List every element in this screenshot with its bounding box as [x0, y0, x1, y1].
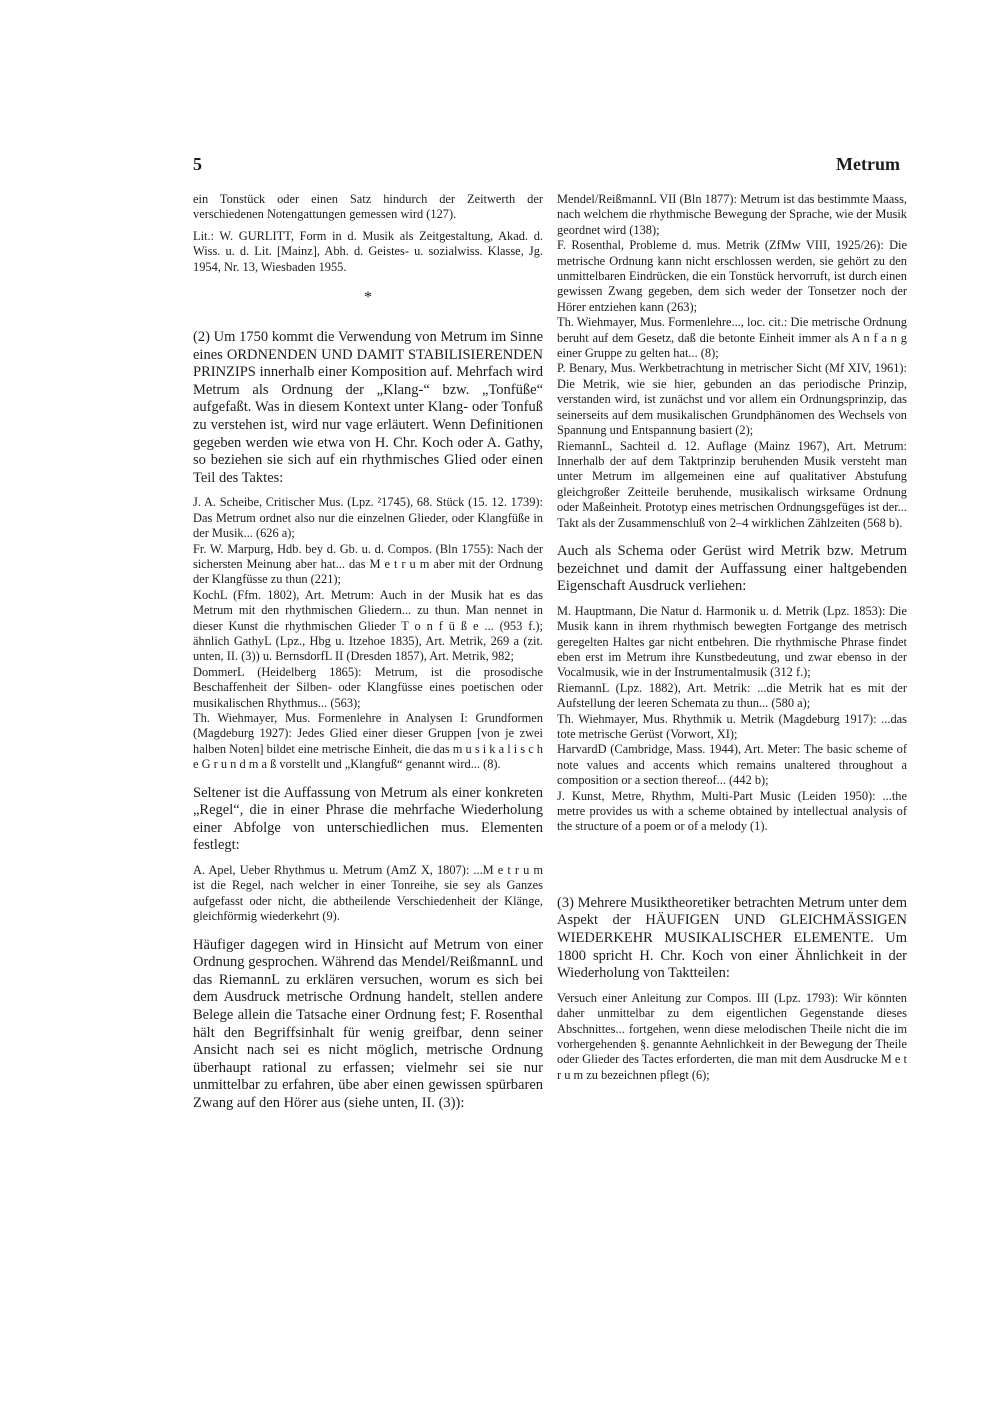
column-gap: [557, 835, 907, 883]
right-citation: Mendel/ReißmannL VII (Bln 1877): Metrum ist das bestimmte Maass, nach welchem die rhythmische Bewegung der Sprache, wie der Musik geordnet wird (138);: [557, 192, 907, 237]
right-citation: Th. Wiehmayer, Mus. Formenlehre..., loc. cit.: Die metrische Ordnung beruht auf dem Gesetz, daß die betonte Einheit immer als A n f a n g einer Gruppe zu gelten hat... (8);: [557, 315, 907, 361]
right-column: [557, 192, 907, 1083]
right-citation: P. Benary, Mus. Werkbetrachtung in metrischer Sicht (Mf XIV, 1961): Die Metrik, wie sie hier, gebunden an das periodische Prinzip, verstanden wird, ist zunächst und vor allem ein Ordnungsprinzip, das seinerseits auf dem musikalischen Grundphänomen des Wechsels von Spannung und Entspannung basiert (2);: [557, 361, 907, 438]
left-citation: Fr. W. Marpurg, Hdb. bey d. Gb. u. d. Compos. (Bln 1755): Nach der sichersten Meinung aber hat... das M e t r u m aber mit der Ordnung der Klangfüsse zu thun (221);: [193, 541, 543, 587]
left-literature-note: Lit.: W. GURLITT, Form in d. Musik als Zeitgestaltung, Akad. d. Wiss. u. d. Lit. [Mainz], Abh. d. Geistes- u. sozialwiss. Klasse, Jg. 1954, Nr. 13, Wiesbaden 1955.: [193, 228, 543, 274]
left-citation: A. Apel, Ueber Rhythmus u. Metrum (AmZ X, 1807): ...M e t r u m ist die Regel, nach welcher in einer Tonreihe, sie sey als Ganzes aufgefasst oder nicht, die abtheilende Verschiedenheit der Klänge, gleichförmig wiederkehrt (9).: [193, 863, 543, 924]
right-citation: J. Kunst, Metre, Rhythm, Multi-Part Music (Leiden 1950): ...the metre provides us with a scheme obtained by intellectual analysis of the structure of a poem or of a melody (1).: [557, 788, 907, 834]
page-number: 5: [193, 154, 202, 174]
right-citation: RiemannL, Sachteil d. 12. Auflage (Mainz 1967), Art. Metrum: Innerhalb der auf dem Taktprinzip beruhenden Musik versteht man unter Metrum im allgemeinen eine auf qualitativer Abstufung gleichgroßer Zeitteile beruhende, musikalisch wirksame Ordnung oder Maßeinheit. Prototyp eines metrischen Ordnungsgefüges ist der... Takt als der Zusammenschluß von 2–4 wirklichen Zählzeiten (568 b).: [557, 438, 907, 530]
left-body-paragraph: (2) Um 1750 kommt die Verwendung von Metrum im Sinne eines ORDNENDEN UND DAMIT STABILISIERENDEN PRINZIPS innerhalb einer Komposition auf. Mehrfach wird Metrum als Ordnung der „Klang-“ bzw. „Tonfüße“ aufgefaßt. Was in diesem Kontext unter Klang- oder Tonfuß zu verstehen ist, wird nur vage erläutert. Wenn Definitionen gegeben werden wie etwa von H. Chr. Koch oder A. Gathy, so beziehen sie sich auf ein rhythmisches Glied oder einen Teil des Taktes:: [193, 329, 543, 486]
section-separator: *: [364, 289, 372, 307]
right-citation: RiemannL (Lpz. 1882), Art. Metrik: ...die Metrik hat es mit der Aufstellung der leeren Schemata zu thun... (580 a);: [557, 680, 907, 711]
left-body-paragraph: Häufiger dagegen wird in Hinsicht auf Metrum von einer Ordnung gesprochen. Während das Mendel/ReißmannL und das RiemannL zu erklären versuchen, worum es sich bei dem Ausdruck metrische Ordnung handelt, stellen andere Belege allein die Tatsache einer Ordnung fest; F. Rosenthal hält den Begriffsinhalt für wenig greifbar, denn seiner Ansicht nach sei es nicht möglich, metrische Ordnung überhaupt rational zu erfassen; vielmehr sei sie nur unmittelbar zu erfahren, übe aber einen gewissen spürbaren Zwang auf den Hörer aus (siehe unten, II. (3)):: [193, 936, 543, 1112]
running-head: Metrum: [836, 154, 900, 174]
left-citation: DommerL (Heidelberg 1865): Metrum, ist die prosodische Beschaffenheit der Silben- oder Klangfüsse eines poetischen oder musikalischen Rhythmus... (563);: [193, 664, 543, 710]
right-citation: HarvardD (Cambridge, Mass. 1944), Art. Meter: The basic scheme of note values and accents which remains unaltered throughout a composition or a section thereof... (442 b);: [557, 742, 907, 788]
left-column: [193, 192, 543, 1121]
left-body-paragraph: Seltener ist die Auffassung von Metrum als einer konkreten „Regel“, die in einer Phrase die mehrfache Wiederholung einer Abfolge von unterschiedlichen mus. Elementen festlegt:: [193, 784, 543, 854]
left-citation: J. A. Scheibe, Critischer Mus. (Lpz. ²1745), 68. Stück (15. 12. 1739): Das Metrum ordnet also nur die einzelnen Glieder, oder Klangfüße in der Musik... (626 a);: [193, 495, 543, 541]
right-body-paragraph: Auch als Schema oder Gerüst wird Metrik bzw. Metrum bezeichnet und damit der Auffassung einer haltgebenden Eigenschaft Ausdruck verliehen:: [557, 542, 907, 595]
left-citation: KochL (Ffm. 1802), Art. Metrum: Auch in der Musik hat es das Metrum mit den rhythmischen Gliedern... zu thun. Man nennet in dieser Kunst die rhythmischen Glieder T o n f ü ß e ... (953 f.); ähnlich GathyL (Lpz., Hbg u. Itzehoe 1835), Art. Metrik, 269 a (zit. unten, II. (3)) u. BernsdorfL II (Dresden 1857), Art. Metrik, 982;: [193, 587, 543, 664]
left-citation: Th. Wiehmayer, Mus. Formenlehre in Analysen I: Grundformen (Magdeburg 1927): Jedes Glied einer dieser Gruppen [von je zwei halben Noten] bildet eine metrische Einheit, die das m u s i k a l i s c h e G r u n d m a ß vorstellt und „Klangfuß“ genannt wird... (8).: [193, 711, 543, 772]
right-body-paragraph: (3) Mehrere Musiktheoretiker betrachten Metrum unter dem Aspekt der HÄUFIGEN UND GLEICHMÄSSIGEN WIEDERKEHR MUSIKALISCHER ELEMENTE. Um 1800 spricht H. Chr. Koch von einer Ähnlichkeit in der Wiederholung von Taktteilen:: [557, 894, 907, 982]
left-citation: ein Tonstück oder einen Satz hindurch der Zeitwerth der verschiedenen Notengattungen gemessen wird (127).: [193, 192, 543, 222]
right-citation: Th. Wiehmayer, Mus. Rhythmik u. Metrik (Magdeburg 1917): ...das tote metrische Gerüst (Vorwort, XI);: [557, 711, 907, 741]
right-citation: M. Hauptmann, Die Natur d. Harmonik u. d. Metrik (Lpz. 1853): Die Musik kann in ihrem rhythmisch bewegten Fortgange des metrisch geregelten Haltes gar nicht entbehren. Die rhythmische Phrase findet eben erst im Metrum ihre Kunstbedeutung, und zwar ebenso in der Vocalmusik, wie in der Instrumentalmusik (312 f.);: [557, 603, 907, 680]
right-citation: F. Rosenthal, Probleme d. mus. Metrik (ZfMw VIII, 1925/26): Die metrische Ordnung kann nicht erschlossen werden, sie gehört zu den unmittelbaren Eindrücken, die ein Tonstück hervorruft, ist durch einen gewissen Zwang gegeben, dem sich weder der Tonsetzer noch der Hörer entziehen kann (263);: [557, 238, 907, 314]
right-citation: Versuch einer Anleitung zur Compos. III (Lpz. 1793): Wir könnten daher unmittelbar zu dem eigentlichen Gegenstande dieses Abschnittes... fortgehen, wenn diese melodischen Theile nicht die im vorhergehenden §. genannte Aehnlichkeit in der Bewegung der Theile oder Glieder des Tactes erforderten, die man mit dem Ausdrucke M e t r u m zu bezeichnen pflegt (6);: [557, 990, 907, 1082]
